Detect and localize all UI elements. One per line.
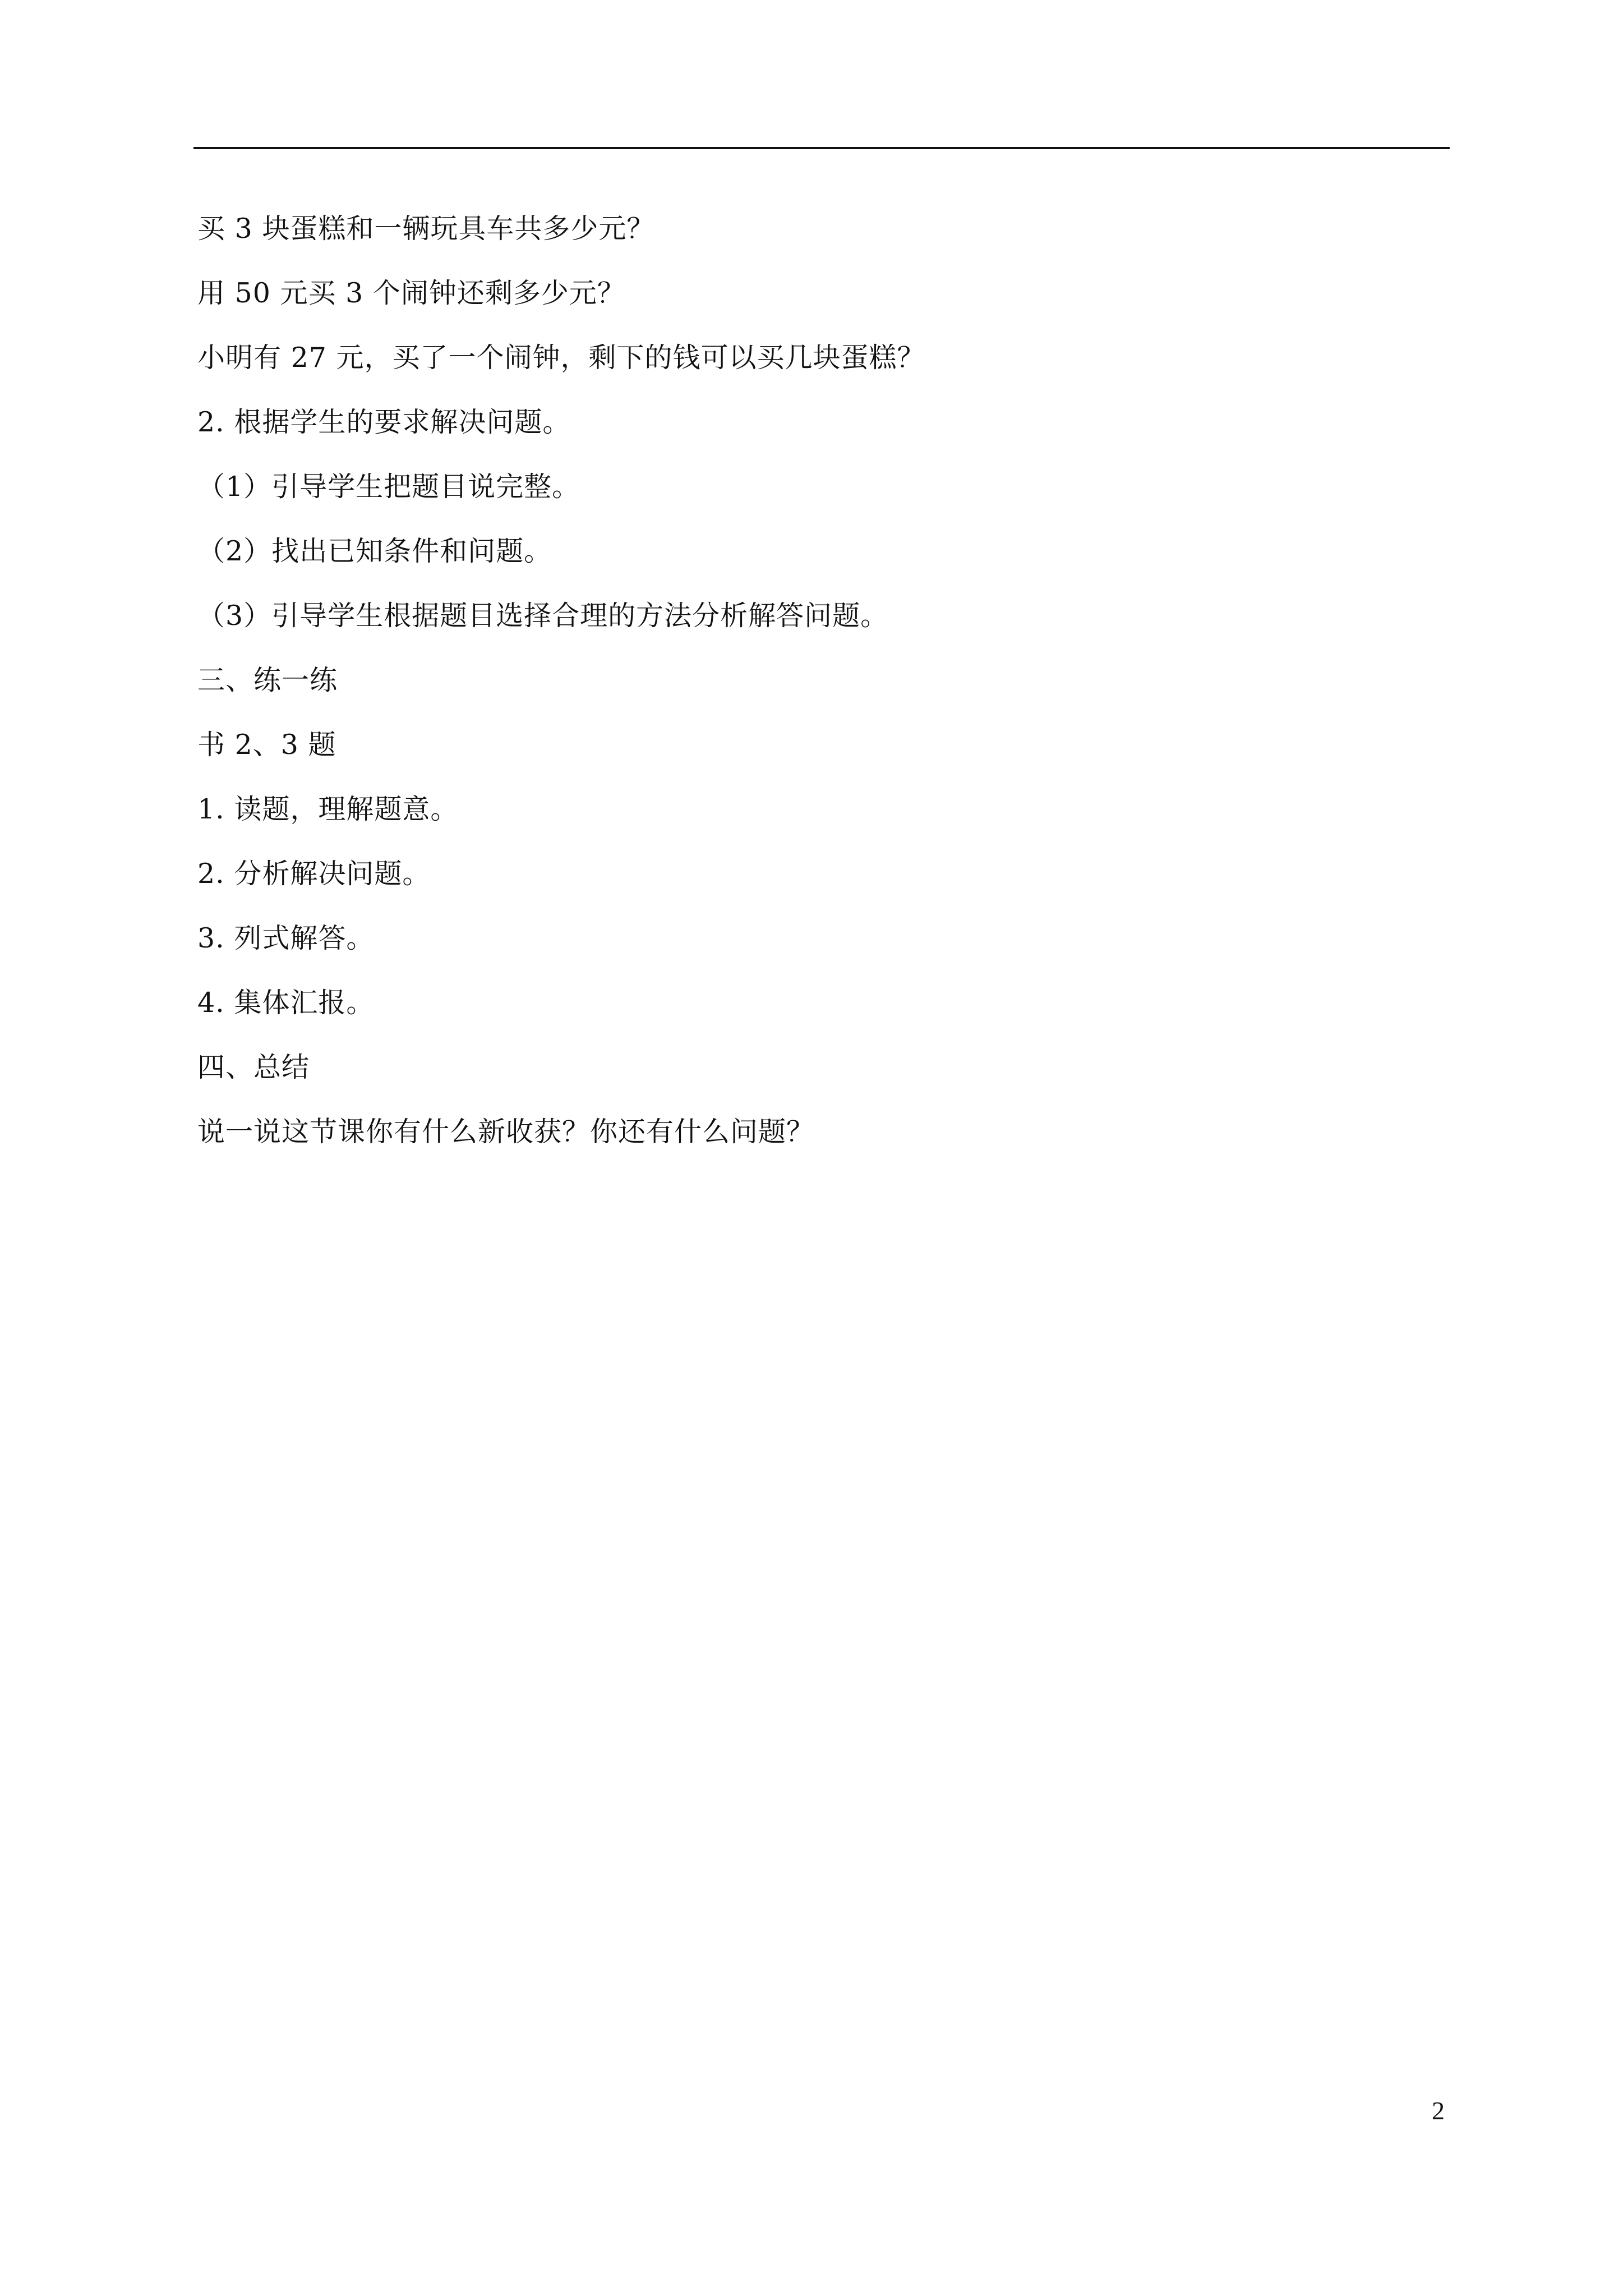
practice-step-read: 1. 读题，理解题意。 <box>197 793 459 825</box>
substep-choose-method: （3）引导学生根据题目选择合理的方法分析解答问题。 <box>197 600 889 632</box>
section-heading-practice: 三、练一练 <box>197 664 338 696</box>
document-body <box>197 212 1448 1180</box>
practice-step-analyze: 2. 分析解决问题。 <box>197 858 431 890</box>
page-number: 2 <box>1432 2096 1445 2125</box>
summary-question: 说一说这节课你有什么新收获？你还有什么问题？ <box>197 1116 815 1148</box>
practice-book-questions: 书 2、3 题 <box>197 729 336 761</box>
question-alarm-clock-change: 用 50 元买 3 个闹钟还剩多少元？ <box>197 277 625 309</box>
section-heading-summary: 四、总结 <box>197 1051 310 1083</box>
practice-step-report: 4. 集体汇报。 <box>197 987 375 1019</box>
question-cake-and-toy-car: 买 3 块蛋糕和一辆玩具车共多少元？ <box>197 213 655 245</box>
step-solve-by-student-request: 2. 根据学生的要求解决问题。 <box>197 406 571 438</box>
practice-step-solve: 3. 列式解答。 <box>197 922 375 954</box>
substep-complete-question: （1）引导学生把题目说完整。 <box>197 471 580 503</box>
header-rule <box>193 147 1450 149</box>
question-xiaoming-cakes: 小明有 27 元，买了一个闹钟，剩下的钱可以买几块蛋糕？ <box>197 342 925 374</box>
substep-find-conditions: （2）找出已知条件和问题。 <box>197 535 552 567</box>
